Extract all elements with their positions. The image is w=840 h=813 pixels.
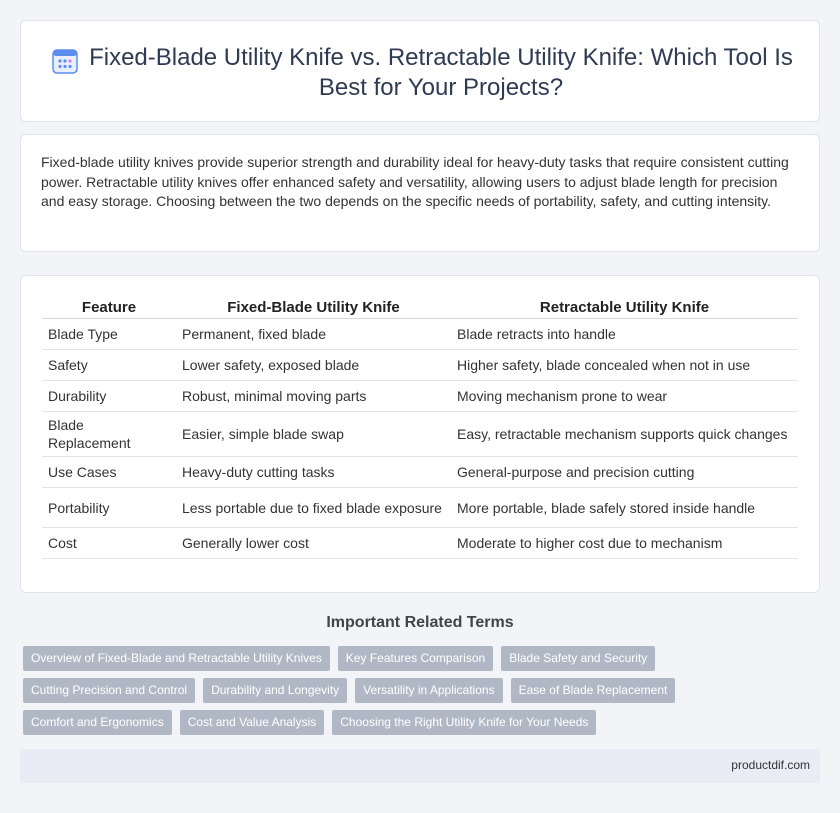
- table-cell-retractable: General-purpose and precision cutting: [451, 457, 798, 488]
- table-cell-feature: Blade Type: [42, 319, 176, 350]
- header-row: [51, 43, 795, 103]
- header-card: [20, 20, 820, 122]
- table-row: [42, 528, 798, 559]
- footer-site-name[interactable]: productdif.com: [731, 758, 810, 772]
- table-row: [42, 488, 798, 528]
- table-cell-feature: Blade Replacement: [42, 412, 176, 457]
- column-header-feature: Feature: [42, 296, 176, 319]
- table-cell-feature: Cost: [42, 528, 176, 559]
- table-cell-fixed-blade: Robust, minimal moving parts: [176, 381, 451, 412]
- related-term-tag[interactable]: Ease of Blade Replacement: [511, 678, 676, 703]
- comparison-card: [20, 275, 820, 593]
- table-cell-fixed-blade: Permanent, fixed blade: [176, 319, 451, 350]
- table-cell-retractable: Blade retracts into handle: [451, 319, 798, 350]
- page-title: Fixed-Blade Utility Knife vs. Retractable Utility Knife: Which Tool Is Best for Your Projects?: [89, 44, 793, 101]
- table-cell-retractable: More portable, blade safely stored inside handle: [451, 488, 798, 528]
- table-cell-feature: Portability: [42, 488, 176, 528]
- table-header-row: [42, 296, 798, 319]
- table-cell-fixed-blade: Heavy-duty cutting tasks: [176, 457, 451, 488]
- table-cell-retractable: Moderate to higher cost due to mechanism: [451, 528, 798, 559]
- table-cell-retractable: Moving mechanism prone to wear: [451, 381, 798, 412]
- related-term-tag[interactable]: Versatility in Applications: [355, 678, 502, 703]
- related-term-tag[interactable]: Durability and Longevity: [203, 678, 347, 703]
- related-term-tag[interactable]: Choosing the Right Utility Knife for Your Needs: [332, 710, 596, 735]
- related-terms-list: [23, 646, 820, 742]
- table-cell-feature: Durability: [42, 381, 176, 412]
- table-cell-fixed-blade: Easier, simple blade swap: [176, 412, 451, 457]
- comparison-table: [42, 296, 798, 559]
- related-term-tag[interactable]: Cost and Value Analysis: [180, 710, 325, 735]
- table-cell-retractable: Higher safety, blade concealed when not in use: [451, 350, 798, 381]
- footer: [20, 749, 820, 783]
- intro-paragraph: Fixed-blade utility knives provide superior strength and durability ideal for heavy-duty tasks that require consistent cutting power. Retractable utility knives offer enhanced safety and versatility, allowing users to adjust blade length for precision and easy storage. Choosing between the two depends on the specific needs of portability, safety, and cutting intensity.: [41, 154, 789, 209]
- table-row: [42, 350, 798, 381]
- calendar-grid-icon: [51, 47, 79, 75]
- intro-card: [20, 134, 820, 252]
- column-header-fixed-blade: Fixed-Blade Utility Knife: [176, 296, 451, 319]
- table-cell-feature: Use Cases: [42, 457, 176, 488]
- table-cell-retractable: Easy, retractable mechanism supports quick changes: [451, 412, 798, 457]
- related-terms-title: Important Related Terms: [326, 614, 514, 631]
- related-term-tag[interactable]: Blade Safety and Security: [501, 646, 655, 671]
- column-header-retractable: Retractable Utility Knife: [451, 296, 798, 319]
- table-row: [42, 381, 798, 412]
- table-row: [42, 319, 798, 350]
- table-cell-fixed-blade: Generally lower cost: [176, 528, 451, 559]
- related-term-tag[interactable]: Overview of Fixed-Blade and Retractable Utility Knives: [23, 646, 330, 671]
- table-cell-fixed-blade: Less portable due to fixed blade exposure: [176, 488, 451, 528]
- related-term-tag[interactable]: Comfort and Ergonomics: [23, 710, 172, 735]
- related-term-tag[interactable]: Cutting Precision and Control: [23, 678, 195, 703]
- related-term-tag[interactable]: Key Features Comparison: [338, 646, 493, 671]
- table-row: [42, 412, 798, 457]
- table-cell-feature: Safety: [42, 350, 176, 381]
- table-row: [42, 457, 798, 488]
- table-cell-fixed-blade: Lower safety, exposed blade: [176, 350, 451, 381]
